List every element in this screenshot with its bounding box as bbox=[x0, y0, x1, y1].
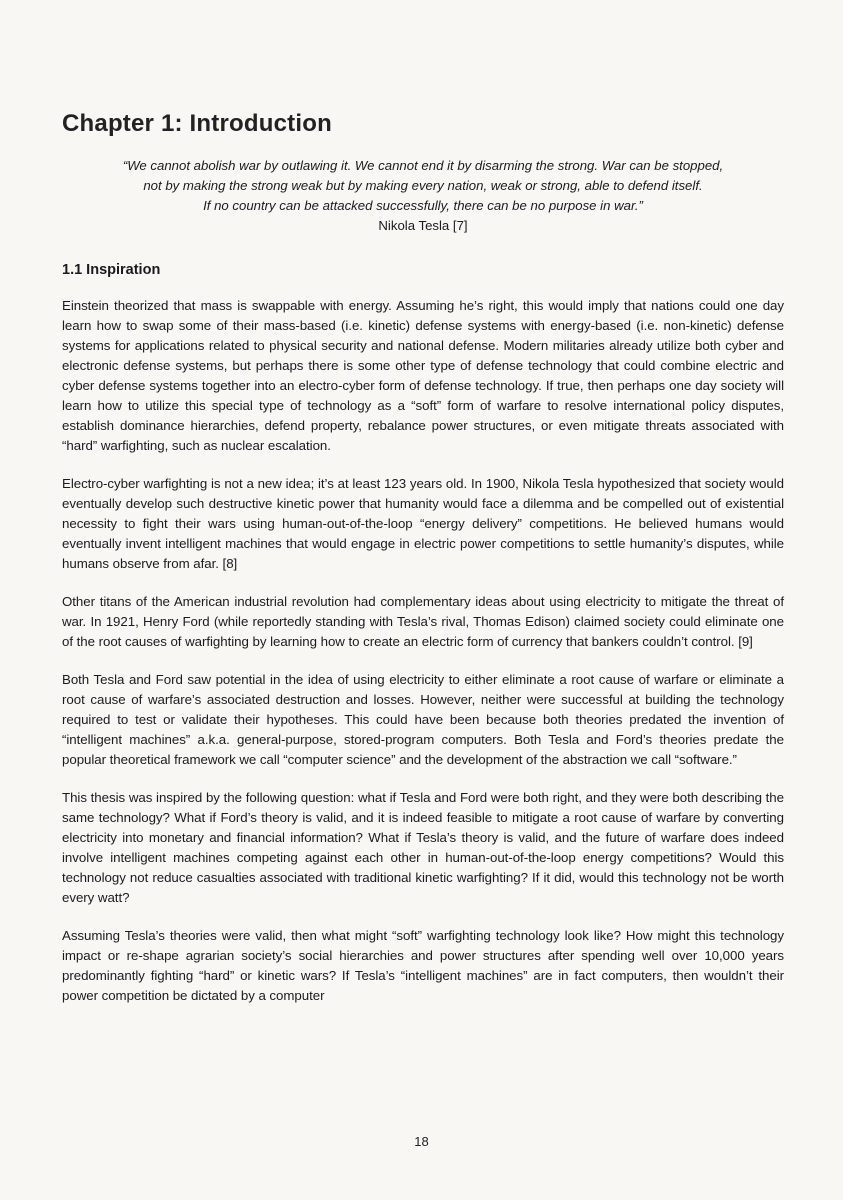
paragraph-3: Other titans of the American industrial revolution had complementary ideas about using electricity to mitigate the threat of war. In 1921, Henry Ford (while reportedly standing with Tesla’s rival, Thomas Edison) claimed society could eliminate one of the root causes of warfighting by learning how to create an electric form of currency that bankers couldn’t control. [9] bbox=[62, 594, 784, 649]
epigraph-line-1: “We cannot abolish war by outlawing it. We cannot end it by disarming the strong. War can be stopped, bbox=[122, 158, 724, 173]
epigraph-line-3: If no country can be attacked successfully, there can be no purpose in war.” bbox=[203, 198, 643, 213]
paragraph-4: Both Tesla and Ford saw potential in the idea of using electricity to either eliminate a root cause of warfare or eliminate a root cause of warfare’s associated destruction and losses. However, neither were successful at building the technology required to test or validate their hypotheses. This could have been because both theories predated the invention of “intelligent machines” a.k.a. general-purpose, stored-program computers. Both Tesla and Ford’s theories predate the popular theoretical framework we call “computer science” and the development of the abstraction we call “software.” bbox=[62, 672, 784, 767]
paragraph-1: Einstein theorized that mass is swappable with energy. Assuming he’s right, this would imply that nations could one day learn how to swap some of their mass-based (i.e. kinetic) defense systems with energy-based (i.e. non-kinetic) defense systems for applications related to physical security and national defense. Modern militaries already utilize both cyber and electronic defense systems, but perhaps there is some other type of defense technology that could combine electric and cyber defense systems together into an electro-cyber form of defense technology. If true, then perhaps one day society will learn how to utilize this special type of technology as a “soft” form of warfare to resolve international policy disputes, establish dominance hierarchies, defend property, rebalance power structures, or even mitigate threats associated with “hard” warfighting, such as nuclear escalation. bbox=[62, 298, 784, 453]
paragraph-6: Assuming Tesla’s theories were valid, then what might “soft” warfighting technology look like? How might this technology impact or re-shape agrarian society’s social hierarchies and power structures after spending well over 10,000 years predominantly fighting “hard” or kinetic wars? If Tesla’s “intelligent machines” are in fact computers, then wouldn’t their power competition be dictated by a computer bbox=[62, 928, 784, 1003]
page-number: 18 bbox=[414, 1134, 429, 1149]
section-heading: 1.1 Inspiration bbox=[62, 262, 161, 278]
epigraph-line-2: not by making the strong weak but by making every nation, weak or strong, able to defend itself. bbox=[143, 178, 703, 193]
chapter-title: Chapter 1: Introduction bbox=[62, 110, 332, 137]
epigraph bbox=[62, 156, 784, 236]
paragraph-5: This thesis was inspired by the following question: what if Tesla and Ford were both right, and they were both describing the same technology? What if Ford’s theory is valid, and it is indeed feasible to mitigate a root cause of warfare by converting electricity into monetary and financial information? What if Tesla’s theory is valid, and the future of warfare does indeed involve intelligent machines competing against each other in human-out-of-the-loop energy competitions? Would this technology not reduce casualties associated with traditional kinetic warfighting? If it did, would this technology not be worth every watt? bbox=[62, 790, 784, 905]
paragraph-2: Electro-cyber warfighting is not a new idea; it’s at least 123 years old. In 1900, Nikola Tesla hypothesized that society would eventually develop such destructive kinetic power that humanity would face a dilemma and be compelled out of existential necessity to fight their wars using human-out-of-the-loop “energy delivery” competitions. He believed humans would eventually invent intelligent machines that would engage in electric power competitions to settle humanity’s disputes, while humans observe from afar. [8] bbox=[62, 476, 784, 571]
page-content bbox=[62, 110, 784, 1024]
epigraph-attribution: Nikola Tesla [7] bbox=[378, 218, 468, 233]
